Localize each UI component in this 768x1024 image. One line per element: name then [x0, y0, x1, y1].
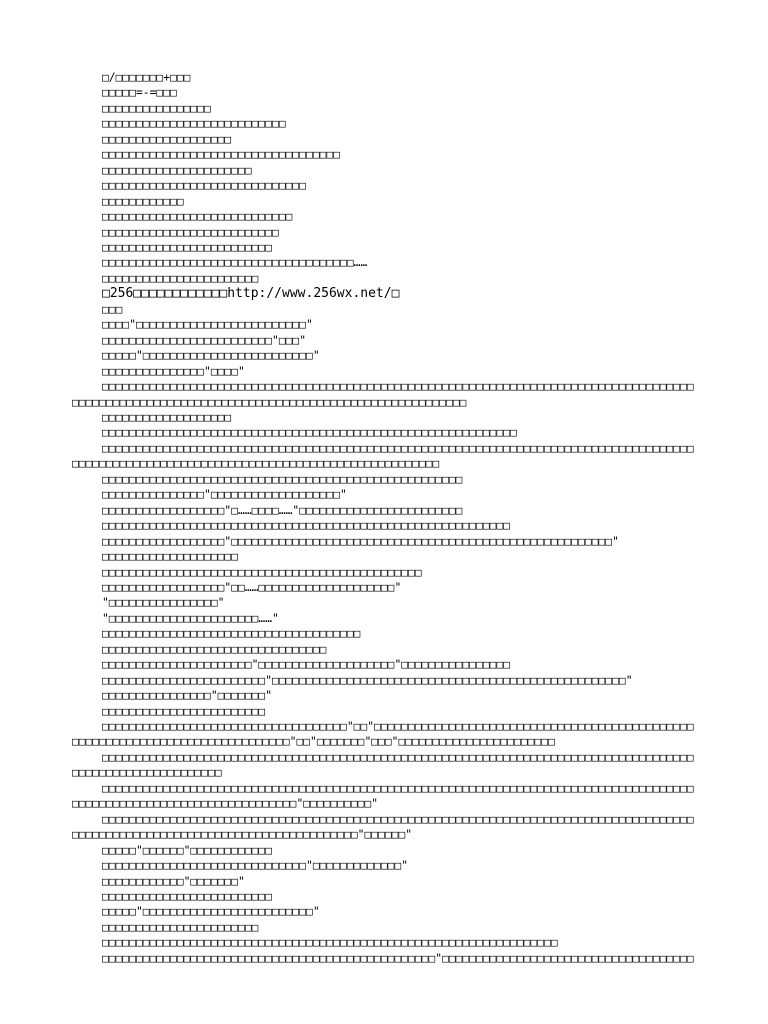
text-line: □□□□□□□□□□□□"□□□□□□□"	[102, 874, 245, 888]
text-line: □□□□□□□□□□□□□□□□□□"□□……□□□□□□□□□□□□□□□□□□□□"	[102, 580, 402, 594]
text-line: □□□□□□□□□□□□□□□□□□□□□□□□□□□□	[102, 210, 293, 224]
text-line: □□□□□□□□□□□□□□□□□□"□……□□□□……"□□□□□□□□□□□□□□□□□□□□□□□□	[102, 503, 463, 517]
text-line: □□□□□=-=□□□	[102, 86, 177, 100]
text-line: □□□□□□□□□□□□□□□□□□□□□□□□□	[102, 240, 273, 254]
text-line: □□□□□□□□□□□□□□□□□□□□□□□□□"□□□"	[102, 333, 307, 347]
text-line: □□□□□□□□□□□□□□□□□□□□□□□□□□□□□□□□□□□□□□□□□□□□□□□□□□□□□□□□□□□□	[102, 519, 511, 533]
text-line: □□□□□□□□□□□□□□□□□□□	[102, 410, 232, 424]
text-line: □□□□□□□□□□□□□□□□	[102, 101, 211, 115]
text-line: □□□□□"□□□□□□"□□□□□□□□□□□□	[102, 843, 273, 857]
text-line: □□□□□□□□□□□□□□□"□□□□□□□□□□□□□□□□□□□"	[102, 488, 347, 502]
text-line: □□□□□□□□□□□□□□□□□□□□□□□□□□□□□□□□□□□□□□□□□□□□□□□□□"□□□□□□□□□□□□□□□□□□□□□□□□□□□□□□□□□□□□□	[102, 951, 694, 965]
text-line: □□□□□□□□□□□□□□□□□□□□□□□□□	[102, 890, 273, 904]
text-line: □□□□□"□□□□□□□□□□□□□□□□□□□□□□□□□"	[102, 905, 320, 919]
text-line: □□□□□□□□□□□□□□□□□□□□□□"□□□□□□□□□□□□□□□□□□□□"□□□□□□□□□□□□□□□□	[102, 658, 511, 672]
text-line: □□□□□□□□□□□□□□□□□□□□□□□□□□□□□□□□□	[102, 642, 327, 656]
text-line: □□□□□□□□□□□□□□□□□□□□□□□□□□□□□□□□□□□□□□□□□□□□□□□□□□□□□□□□□□□□□□□□□□□□□□□□□□□□□□□□□□□□□□□□□□□□□□□□□□□□□□□□□□□□□□□□□□□□□□□□"□□□□□□□□□□"	[72, 781, 694, 811]
text-line: □□□□□□□□□□□□□□□□□□□□□□□□□□□□□□□□□□□□□□□□□□□□□□□□□□□□□□□□□□□□□□□□□□□□□□□□□□□□□□□□□□□□□□□□□□□□□□□□□□□□□□□□□□□□□□□□□□□□□□□□□□□□□□□□□□□□□□□□□□□□□	[72, 441, 694, 471]
text-line: □□□	[102, 302, 123, 316]
text-line: □□□□□□□□□□□□□□□□□□□□□□□□□□□□□□"□□□□□□□□□□□□□"	[102, 859, 409, 873]
text-line: □□□□□□□□□□□□□□□□□□"□□□□□□□□□□□□□□□□□□□□□□□□□□□□□□□□□□□□□□□□□□□□□□□□□□□□□□□□"	[102, 534, 619, 548]
text-line: □□□□□□□□□□□□□□□□□□□□□□□□□□□□□□□□□□□□□□□□□□□□□□□□□□□□□□□□□□□□□□□□□□□	[102, 936, 558, 950]
text-line: □□□□□□□□□□□□□□□□□□□□□□□□□□□□□□□□□□□□□□□□□□□□□□□□□□□□□□□□□□□□□□□□□□□□□□□□□□□□□□□□□□□□□□□□□□□□□□□□□□□□□□□□□□□□□	[72, 750, 694, 780]
text-line: "□□□□□□□□□□□□□□□□"	[102, 596, 225, 610]
text-line: □□□□□□□□□□□□□□□□□□□	[102, 132, 232, 146]
text-line: □□□□□□□□□□□□□□□□□□□□□□□□□□□□□□	[102, 179, 307, 193]
text-line: □□□□□□□□□□□□□□□□□□□□□□□□"□□□□□□□□□□□□□□□□□□□□□□□□□□□□□□□□□□□□□□□□□□□□□□□□□□□□"	[102, 673, 633, 687]
text-line: □□□□□□□□□□□□□□□□□□□□□□□□□□	[102, 225, 279, 239]
text-line: □□□□□□□□□□□□□□□□□□□□□□□□	[102, 704, 266, 718]
text-line: □□□□□□□□□□□□□□□□□□□□□□□□□□□□□□□□□□□□"□□"□□□□□□□□□□□□□□□□□□□□□□□□□□□□□□□□□□□□□□□□□□□□□□□□□□□□□□□□□□□□□□□□□□□□□□□□□□□□□□□"□□"□□□□□□□"□□□"□□□□□□□□□□□□□□□□□□□□□□□	[72, 720, 694, 749]
text-line: □□□□□□□□□□□□□□□□□□□□□□□□□□□□□□□□□□□	[102, 148, 341, 162]
text-line: □□□□□□□□□□□□□□□□□□□□□□□□□□□□□□□□□□□□□……	[102, 256, 368, 270]
text-line: □□□□□"□□□□□□□□□□□□□□□□□□□□□□□□□"	[102, 349, 320, 363]
text-line: □□□□□□□□□□□□□□□□□□□□□□□□□□□□□□□□□□□□□□□□□□□□□□□□□□□□□□□□□□□□□□□□□□□□□□□□□□□□□□□□□□□□□□□□□□□□□□□□□□□□□□□□□□□□□□□□□□□□□□□□□□□□□□□□□□□□□□□□□□□□□□□□□	[72, 380, 694, 409]
text-line: □□□□□□□□□□□□□□□□□□□□□□□□□□□□□□□□□□□□□□	[102, 627, 361, 641]
text-line: □□□□□□□□□□□□□□□□□□□□□□□□□□□□□□□□□□□□□□□□□□□□□□□□□□□□□□□□□□□□□□□□□□□□□□□□□□□□□□□□□□□□□□□□□□□□□□□□□□□□□□□□□□□□□□□□□□□□□□□□□□□□□□□□□"□□□□□□"	[72, 812, 694, 842]
text-line: □□□□□□□□□□□□□□□□□□□□□□□□□□□□□□□□□□□□□□□□□□□□□□□	[102, 565, 422, 579]
text-line: □□□□□□□□□□□□□□□□□□□□□□	[102, 163, 252, 177]
text-line: □□□□□□□□□□□□□□□□□□□□□□□	[102, 271, 259, 285]
text-line: □□□□□□□□□□□□□□□□"□□□□□□□"	[102, 689, 273, 703]
source-url-line: □256□□□□□□□□□□□□http://www.256wx.net/□	[102, 286, 400, 302]
text-line: □□□□"□□□□□□□□□□□□□□□□□□□□□□□□□"	[102, 318, 313, 332]
text-line: □□□□□□□□□□□□□□□□□□□□□□□□□□□□□□□□□□□□□□□□□□□□□□□□□□□□□□□□□□□□□	[102, 426, 517, 440]
text-line: "□□□□□□□□□□□□□□□□□□□□□□……"	[102, 611, 279, 625]
text-line: □□□□□□□□□□□□	[102, 194, 184, 208]
text-line: □□□□□□□□□□□□□□□"□□□□"	[102, 364, 245, 378]
text-line: □□□□□□□□□□□□□□□□□□□□□□□□□□□□□□□□□□□□□□□□□□□□□□□□□□□□□	[102, 472, 463, 486]
document-body	[72, 70, 696, 966]
text-line: □□□□□□□□□□□□□□□□□□□□	[102, 550, 239, 564]
text-line: □□□□□□□□□□□□□□□□□□□□□□□	[102, 920, 259, 934]
text-line: □/□□□□□□□+□□□	[102, 71, 191, 84]
text-line: □□□□□□□□□□□□□□□□□□□□□□□□□□□	[102, 117, 286, 131]
